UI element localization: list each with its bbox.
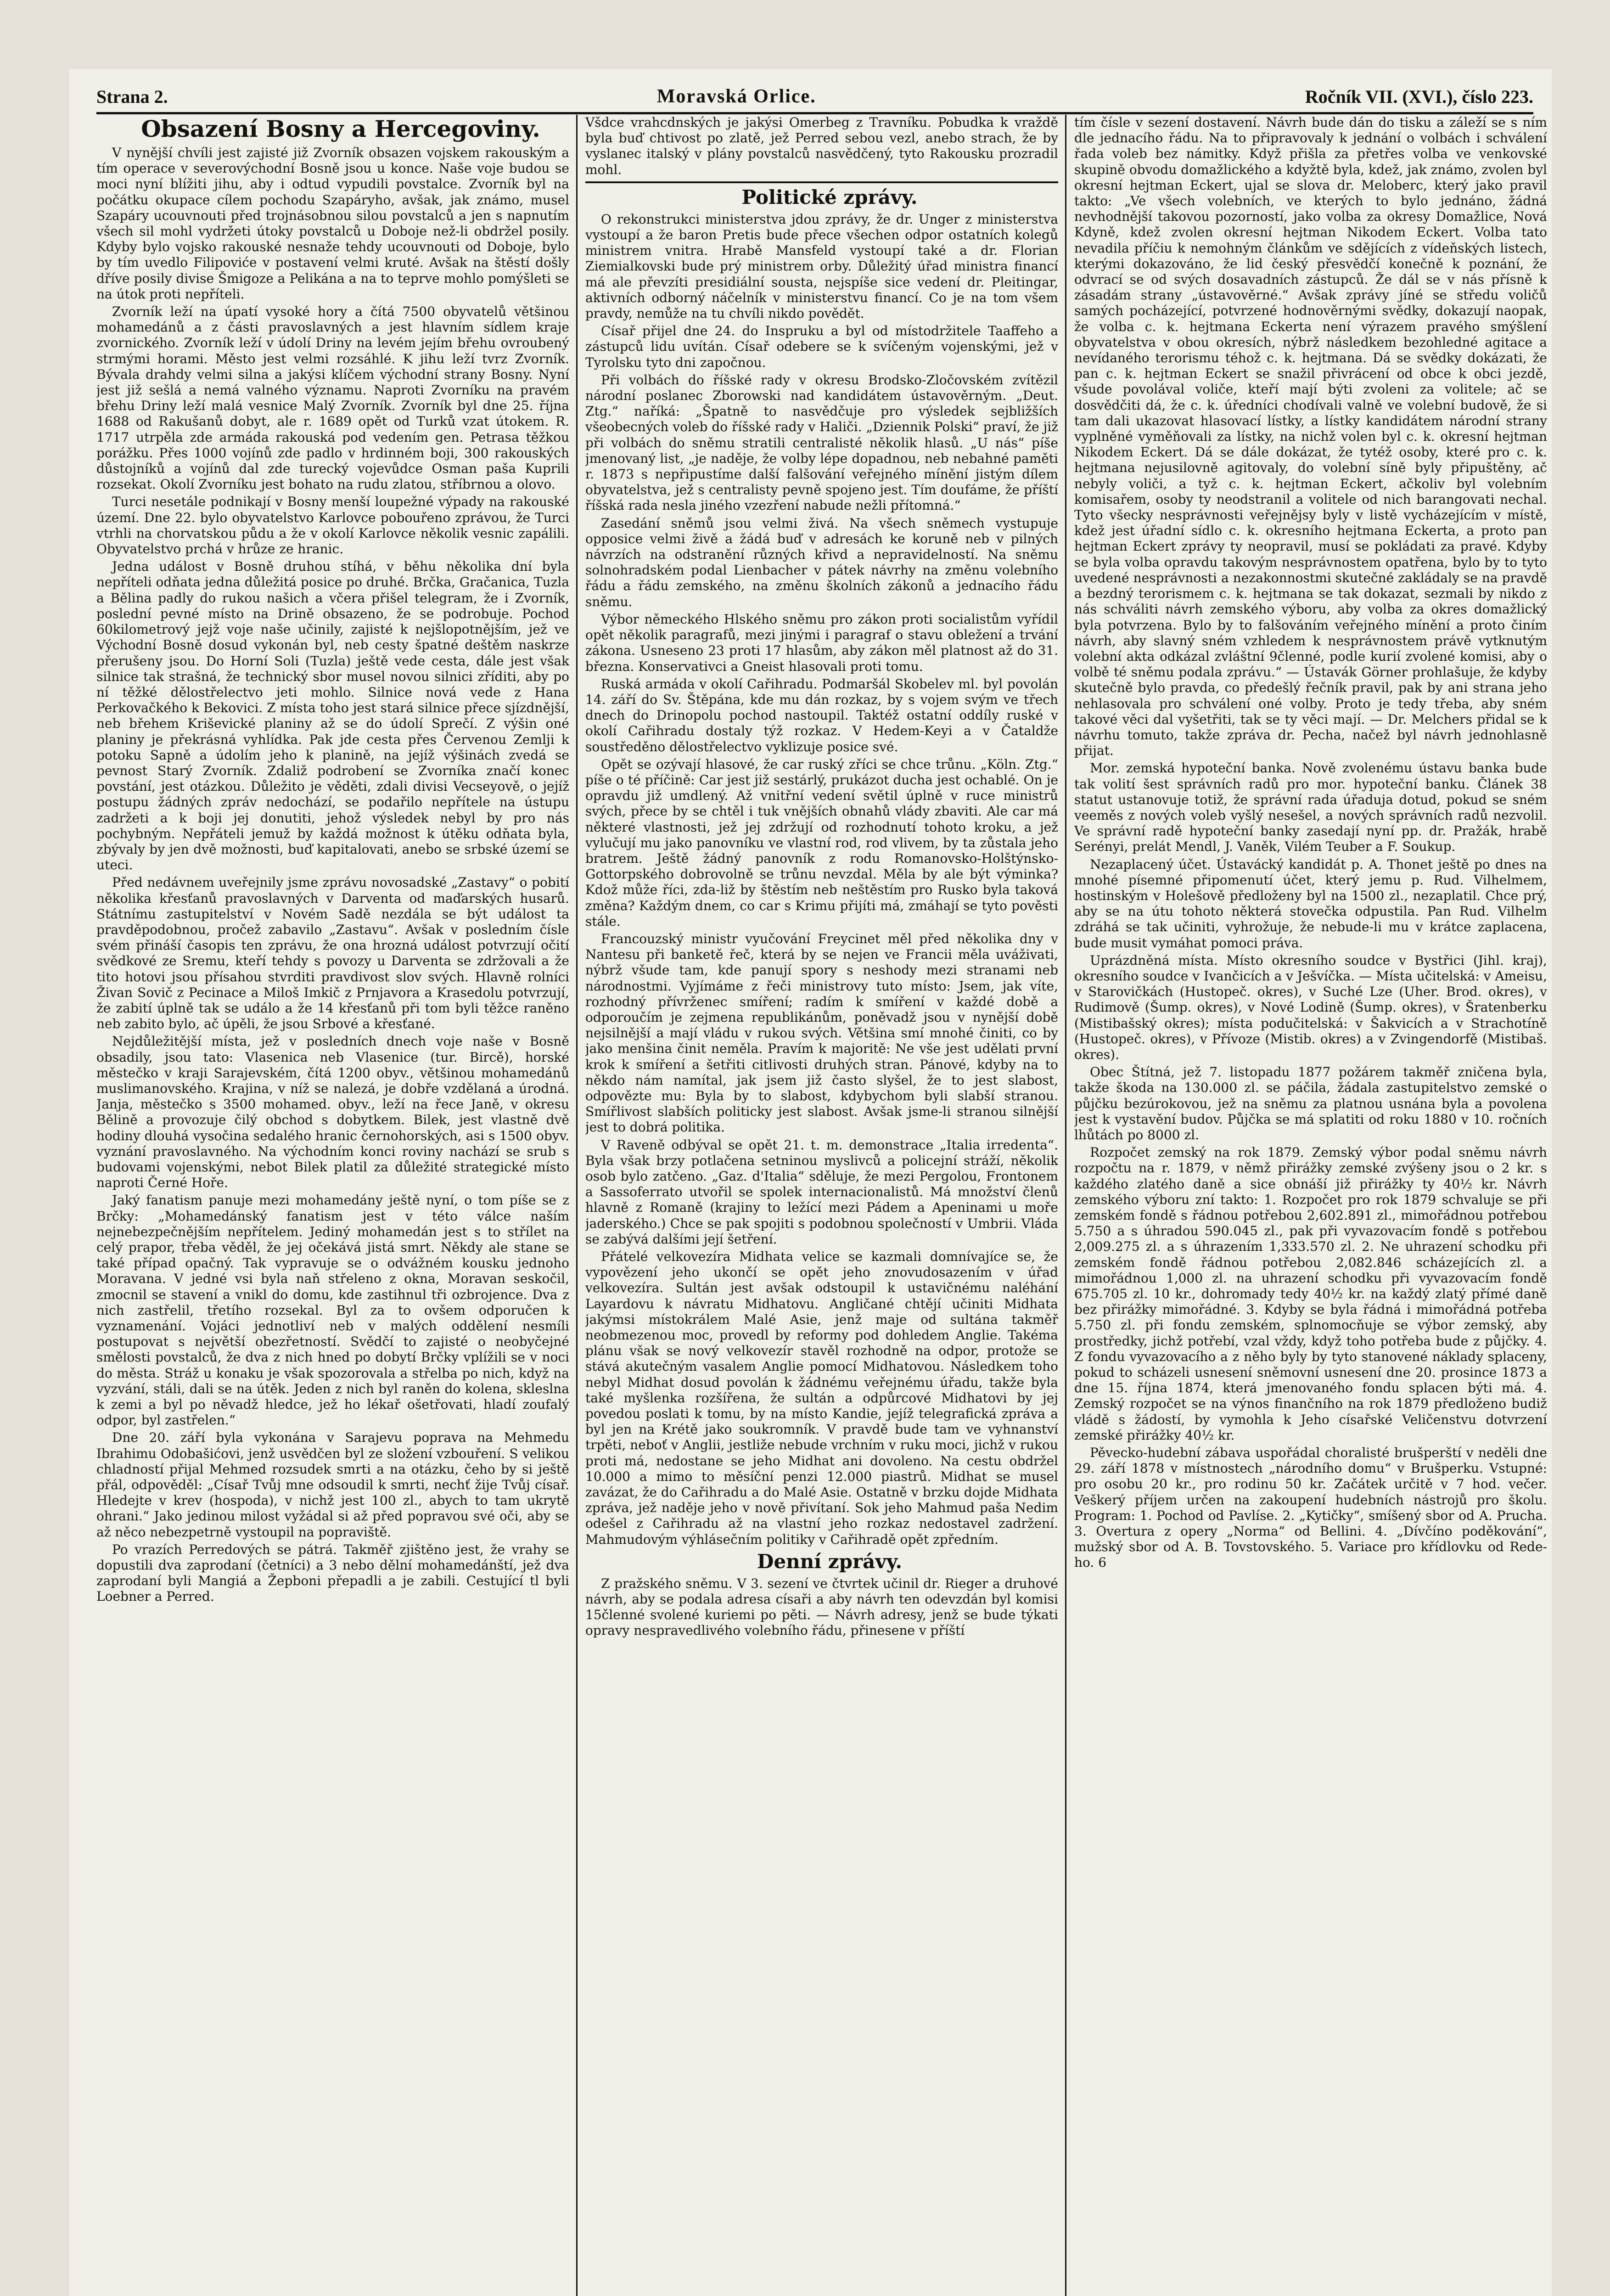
masthead [96, 83, 1533, 110]
article-paragraph: Dne 20. září byla vykonána v Sarajevu poprava na Mehmedu Ibrahimu Odobašićovi, jenž usvědčen byl ze složení vzbouření. S velikou chladností přijal Mehmed rozsudek smrti a na otázku, čeho by si ještě přál, odpověděl: „Císař Tvůj mne odsoudil k smrti, nechť žije Tvůj císař. Hledejte v krev (hospoda), v nichž jest 100 zl., abych to tam ukrytě ohrani.“ Jako jedinou milost vyžádal si až před popravou své oči, aby se až něco nebezpetrně vystoupil na popraviště. [96, 1430, 569, 1540]
article-paragraph: V Raveně odbýval se opět 21. t. m. demonstrace „Italia irredenta“. Byla však brzy potlačena setninou myslivců a policejní stráží, několik osob bylo zatčeno. „Gaz. d'Italia“ sděluje, že mezi Pergolou, Frontonem a Sassoferrato utvořil se spolek internacionalistů. Má množství členů hlavně z Romaně (krajiny to ležící mezi Pádem a Apeninami u moře jaderského.) Chce se pak spojiti s podobnou společností v Umbrii. Vláda se zabývá dalšími její šetření. [585, 1137, 1058, 1247]
article-paragraph: Francouzský ministr vyučování Freycinet měl před několika dny v Nantesu při banketě řeč, která by se nejen ve Francii měla uváživati, nýbrž všude tam, kde panují spory s neshody mezi stranami neb národnostmi. Vyjímáme z řeči ministrovy tuto místo: Jsem, jak víte, rozhodný přívrženec smíření; radím k smíření v každé době a odporoučím je zejmena republikánům, poněvadž jsou v nynější době nejsilnější a mají vládu v rukou svých. Většina smí mnohé činiti, co by jako menšina činit neměla. Pravím k majoritě: Ne vše jest udělati první krok k smíření a šetřiti citlivosti druhých stran. Pánové, kdyby na to někdo nám namítal, jak jsem již často slyšel, že to jest slabost, odpovězte mu: Byla by to slabost, kdybychom byli slabší stranou. Smířlivost slabších politicky jest slabost. Avšak jsme-li stranou silnější jest to dobrá politika. [585, 931, 1058, 1135]
article-paragraph: Zasedání sněmů jsou velmi živá. Na všech sněmech vystupuje opposice velmi živě a žádá buď v adresách ke koruně neb v pilných návrzích na odstranění různých křivd a nepravidelností. Na sněmu solnohradském podal Lienbacher v pátek návrhy na změnu volebního řádu a řádu zemského, na změnu školních zákonů a jednacího řádu sněmu. [585, 515, 1058, 609]
article-paragraph: O rekonstrukci ministerstva jdou zprávy, že dr. Unger z ministerstva vystoupí a že baron Pretis bude přece všechen odpor ostatních kolegů ministrem vnitra. Hrabě Mansfeld vystoupí také a dr. Florian Ziemialkovski bude prý ministrem orby. Důležitý úřad ministra financí má ale převzíti presidiální sousta, nejspíše sice vedení dr. Pleitingar, aktivních odborný náčelník v ministerstvu financí. Co je na tom všem pravdy, nemůže na tu chvíli nikdo povědět. [585, 211, 1058, 321]
article-paragraph: Jedna událost v Bosně druhou stíhá, v běhu několika dní byla nepříteli odňata jedna důležitá posice po druhé. Brčka, Gračanica, Tuzla a Bělina padly do rukou našich a včera přišel telegram, že i Zvorník, poslední pevné místo na Drině obsazeno, že se podrobuje. Pochod 60kilometrový jejž voje naše učinily, zajisté k nejšlopotnějším, jež ve Východní Bosně dosud vykonán byl, neb cesty špatné deštěm naskrze přerušeny jsou. Do Horní Soli (Tuzla) ještě vede cesta, dále jest však silnice tak strašná, že technický sbor musel novou silnici zříditi, aby po ní těžké dělostřelectvo jeti mohlo. Silnice nová vede z Hana Perkovačkého k Bekovici. Z místa toho jest stará silnice přece sjízdnější, neb břehem Kriševické planiny až se do údolí Sprečí. Z výšin oné planiny je překrásná vyhlídka. Pak jde cesta přes Červenou Zemlji k potoku Sapně a údolím jeho k planině, na jejíž výšinách zvedá se pevnost Starý Zvorník. Zdaliž podrobení se Zvorníka značí konec povstání, jest otázkou. Důležito je věděti, zdali divisi Vecseyově, o jejíž postupu žádných zpráv nedochází, se podařilo nepřítele na ústupu zadržeti a k boji jej donutiti, jehož výsledek nebyl by pro nás pochybným. Nepřáteli jemuž by každá možnost k útěku odňata byla, zbývaly by jen dvě možnosti, buď kapitalovati, anebo se srbské území se uteci. [96, 559, 569, 873]
masthead-rule [96, 112, 1533, 114]
newspaper-page [69, 69, 1552, 2296]
article-paragraph: Obec Štítná, jež 7. listopadu 1877 požárem takměř zničena byla, takže škoda na 130.000 zl. se páčila, žádala zastupitelstvo zemské o půjčku bezúrokovou, jež na sněmu za platnou usnána byla a povolena jest k vystavění budov. Půjčka se má splatiti od roku 1880 v 10. ročních lhůtách po 8000 zl. [1074, 1064, 1547, 1142]
article-paragraph: Nejdůležitější místa, jež v posledních dnech voje naše v Bosně obsadily, jsou tato: Vlasenica neb Vlasenice (tur. Bircě), horské městečko v kraji Sarajevském, čítá 1200 obyv., většinou mohamedánů muslimanovského. Krajina, v níž se nalezá, je dobře vzdělaná a úrodná. Janja, městečko s 3500 mohamed. obyv., leží na řece Janě, v okresu Bělině a provozuje čilý obchod s dobytkem. Bilek, jest vlastně dvě hodiny dlouhá vysočina sedalého hranic černohorských, asi s 1500 obyv. vyznání pravoslavného. Na východním konci roviny nachází se srub s budovami vojenskými, nebot Bilek platil za důležité strategické místo naproti Černé Hoře. [96, 1034, 569, 1191]
article-paragraph: Mor. zemská hypoteční banka. Nově zvolenému ústavu banka bude tak volití šest správních radů pro mor. hypoteční banku. Článek 38 statut ustanovuje totiž, že správní rada úřaduja dotud, pokud se sném veeměs z nových voleb vyšlý nesešel, a nových správních radů nezvolil. Ve správní radě hypoteční banky zasedají nyní pp. dr. Pražák, hrabě Serényi, prelát Mendl, J. Vaněk, Vilém Teuber a F. Soukup. [1074, 760, 1547, 855]
issue-number: Ročník VII. (XVI.), číslo 223. [1305, 86, 1533, 107]
article-paragraph: Z pražského sněmu. V 3. sezení ve čtvrtek učinil dr. Rieger a druhové návrh, aby se podala adresa císaři a aby návrh ten odevzdán byl komisi 15členné svolené kuriemi po pěti. — Návrh adresy, jenž se bude týkati opravy nespravedlivého volebního řádu, přinesene v příští [585, 1576, 1058, 1638]
page-number: Strana 2. [96, 86, 168, 107]
column-3 [1074, 115, 1547, 2296]
article-paragraph: Jaký fanatism panuje mezi mohamedány ještě nyní, o tom píše se z Brčky: „Mohamedánský fanatism jest v této válce naším nejnebezpečnějším nepřítelem. Jediný mohamedán jest s to střílet na celý prapor, třeba věděl, že jej očekává jistá smrt. Někdy ale stane se také případ opačný. Tak vypravuje se o odvážném kousku jednoho Moravana. V jedné vsi byla naň střeleno z okna, Moravan seskočil, zmocnil se stavení a vnikl do domu, kde zastihnul tři ozbrojence. Dva z nich zastřelil, třetího rozsekal. Byl za to ovšem odporučen k vyznamenání. Vojáci jednotliví neb v malých oddělení nesmíli postupovat s největší obezřetností. Svědčí to zajisté o neobyčejné smělosti povstalců, že dva z nich hned po dobytí Brčky vplížili se v noci do města. Stráž u konaku je však spozorovala a střelba po nich, když na vyzvání, stáli, dali se na útěk. Jeden z nich byl raněn do kolena, skleslna k zemi a byl po něvadž hledce, jež ho lékař ošetřovati, hladí zoufalý odpor, byl zastřelen.“ [96, 1193, 569, 1428]
article-paragraph: Ruská armáda v okolí Cařihradu. Podmaršál Skobelev ml. byl povolán 14. září do Sv. Štěpána, kde mu dán rozkaz, by s vojem svým ve třech dnech do Drinopolu pochod nastoupil. Taktéž ostatní oddíly ruské v okolí Cařihradu dostaly týž rozkaz. V Hedem-Keyi a v Čataldže soustředěno dělostřelectvo vyklizuje posice své. [585, 676, 1058, 754]
article-paragraph: Uprázdněná místa. Místo okresního soudce v Bystřici (Jihl. kraj), okresního soudce v Ivančicích a v Ješvíčka. — Místa učitelská: v Ameisu, v Starovičkách (Hustopeč. okres), v Suché Lze (Uher. Brod. okres), v Rudimově (Šump. okres), v Nové Lodině (Šump. okres), v Šratenberku (Mistibašský okres); místa podučitelská: v Šakvicích a v Strachotíně (Hustopeč. okres), v Přívoze (Mistib. okres) a v Zvingendorfě (Mistibaš. okres). [1074, 952, 1547, 1062]
article-paragraph: Zvorník leží na úpatí vysoké hory a čítá 7500 obyvatelů většinou mohamedánů a z části pravoslavných a jest hlavním sídlem kraje zvornického. Zvorník leží v údolí Driny na levém jejím břehu ovroubený strmými horami. Město jest velmi rozsáhlé. K jihu leží tvrz Zvorník. Bývala drahdy velmi silna a jakýsi klíčem východní strany Bosny. Nyní jest již sešlá a nemá valného významu. Naproti Zvorníku na pravém břehu Driny leží malá vesnice Malý Zvorník. Zvorník byl dne 25. října 1688 od Rakušanů dobyt, ale r. 1689 opět od Turků vzat útokem. R. 1717 utrpěla zde armáda rakouská pod vedením gen. Petrasa těžkou porážku. Přes 1000 vojínů zde padlo v hrdinném boji, 300 rakouských důstojníků a vojínů dal zde turecký vojevůdce Osman paša Kuprili rozsekat. Okolí Zvorníku jest bohato na rudu zlatou, stříbrnou a olovo. [96, 304, 569, 492]
newspaper-name: Moravská Orlice. [656, 86, 816, 107]
section-heading: Denní zprávy. [757, 1550, 902, 1573]
article-paragraph: Turci nesetále podnikají v Bosny menší loupežné výpady na rakouské území. Dne 22. bylo obyvatelstvo Karlovce pobouřeno zprávou, že Turci vtrhli na chorvatskou půdu a že v okolí Karlovce několik vesnic zapálili. Obyvatelstvo prchá v hrůze ze hranic. [96, 494, 569, 557]
article-paragraph: Nezaplacený účet. Ústavácký kandidát p. A. Thonet ještě po dnes na mnohé písemné připomenutí účet, který jemu p. Rud. Vilhelmem, hostinským v Holešově předloženy byl na 1500 zl., nezaplatil. Chce prý, aby se na útu tohoto některá stovečka odpustila. Pan Rud. Vilhelm zdráhá se tak učiniti, vyhrožuje, že nebude-li mu v krátce zaplacena, bude musit vymáhat pomoci práva. [1074, 856, 1547, 951]
column-divider [576, 115, 578, 2296]
article-paragraph: Před nedávnem uveřejnily jsme zprávu novosadské „Zastavy“ o pobití několika křesťanů pravoslavných v Darventa od maďarských husarů. Státnímu zastupitelství v Novém Sadě nezdála se být událost ta pravděpodobnou, pročež zabavilo „Zastavu“. Avšak v posledním čísle svém přináší časopis ten zprávu, že ona hrozná událost potvrzují očití svědkové ze Sremu, kteří tehdy s povozy u Darventa se zdržovali a že tito hotovi jsou přísahou stvrditi pravdivost slov svých. Hlavně rolníci Živan Sovič z Pecinace a Miloš Imkič z Prnjavora a Krasedolu potvrzují, že zabití úplně tak se událo a že 14 křesťanů při tom byli těžce raněno neb zabito bylo, ač úpěli, že jsou Srbové a křesťané. [96, 875, 569, 1032]
section-heading: Politické zprávy. [741, 186, 918, 208]
article-paragraph: tím čísle v sezení dostavení. Návrh bude dán do tisku a záleží se s ním dle jednacího řádu. Na to připravovaly k jednání o volbách i schválení řada voleb bez námitky. Když přišla za přetřes volba ve venkovské skupině obvodu domažlického a kdyžtě byla, kdež, jak známo, zvolen byl okresní hejtman Eckert, ujal se slova dr. Meloberc, který jako pravil takto: „Ve všech volebních, ve kterých to bylo jednáno, žádná nevhodnější takovou pozorností, jako volba za okresy Domažlice, Nová Kdyně, kdež zvolen okresní hejtman Nikodem Eckert. Volba tato nevadila příčiu k nemohným článkům ve sdějících z vídeňských listech, kterými dokazováno, že lid český přesvědčí konečně k poznání, že odvrací se od svých dosavadních zástupců. Že dál se v nás přísně k zásadám strany „ústavověrné.“ Avšak zprávy jíné se středu voličů samých pocházející, potvrzené hodnověrnými svědky, dokazují naopak, že volba c. k. hejtmana Eckerta není výrazem pravého smýšlení obyvatelstva v obou okresích, nýbrž následkem bezohledné agitace a nevídaného terorismu téhož c. k. hejtmana. Dá se svědky dokázati, že pan c. k. hejtman Eckert se snažil přivrácení od obce k obci jezdě, všude povolával voliče, kteří mají býti zvoleni za volitele; ač se dosvědčiti dá, že c. k. úředníci chodívali valně ve volební budově, že si tam dali ukazovat hlasovací lístky, a lístky kandidátem národní strany vyplněné vyměňovali za lístky, na nichž volen byl c. k. okresní hejtman Nikodem Eckert. Dá se dále dokázat, že tytéž osoby, které pro c. k. hejtmana nejusilovně agitovaly, do volební síně byly připuštěny, ač nebyly voliči, a tyž c. k. hejtman Eckert, ačkoliv byl volebním komisařem, osoby ty neodstranil a volitele od nich barangovati nechal. Tyto všecky nesprávnosti veřejnějsy byly v listě vycházejícím v místě, kdež jest úřadní sídlo c. k. okresního hejtmana Eckerta, a proto pan hejtman Eckert zprávy ty neopravil, musí se pokládati za pravé. Kdyby se byla volba opravdu takovým nesprávnostem opatřena, bylo by to tyto uvedené nesprávnosti a nezakonnostmi skutečné zakládaly se na pravdě a bezdný terorismem c. k. hejtmana se tak dokazat, sezmali by nikdo z nás schváliti návrh zemského výboru, aby volba za okres domažlický byla potvrzena. Bylo by to falšováním veřejného mínění a proto činím návrh, aby slavný sném vzhledem k nesprávnostem právě vytknutým volební akta odkázal zvláštní 9členné, podle kurií zvolené komisi, aby o volbě té sněmu podala zprávu.“ — Ústavák Görner prohlašuje, že kdyby skutečně bylo pravda, co předešlý řečník pravil, pak by ani strana jeho nehlasovala pro schválení oné volby. Proto je tedy třeba, aby sném takové věci dal vyšetřiti, tak se ty věci mají. — Dr. Melchers přidal se k návrhu tomuto, takže zpráva dr. Pecha, načež byl návrh jednohlasně přijat. [1074, 115, 1547, 759]
article-title: Obsazení Bosny a Hercegoviny. [141, 115, 540, 142]
article-paragraph: Opět se ozývají hlasové, že car ruský zříci se chce trůnu. „Köln. Ztg.“ píše o té příčině: Car jest již sestárlý, prukázot ducha jest ochablé. On je opravdu již umdlený. Až vnitřní vedení světil úplně v ruce ministrů svých, přece by se chtěl i tuk vnějších obnahů vlády zbaviti. Ale car má některé vlastnosti, jež jej zdržují od rozhodnutí tohoto kroku, a jež vylučují mu jako panovníku ve vlastní rod, rod vlivem, by ta zůstala jeho bratrem. Ještě žádný panovník z rodu Romanovsko-Holštýnsko-Gottorpského dobrovolně se trůnu nevzdal. Měla by ale být výminka? Kdož může říci, zda-liž by štěstím neb neštěstím pro Rusko byla taková změna? Každým dnem, co car s Krimu přijíti má, zmáhají se tyto pověsti stále. [585, 756, 1058, 929]
article-paragraph: Pěvecko-hudební zábava uspořádal choralisté brušperští v neděli dne 29. září 1878 v místnostech „národního domu“ v Brušperku. Vstupné: pro osobu 20 kr., pro rodinu 50 kr. Začátek určitě v 7 hod. večer. Veškerý příjem určen na zakoupení hudebních nástrojů pro školu. Program: 1. Pochod od Pavlíse. 2. „Kytičky“, smíšený sbor od A. Prucha. 3. Overtura z opery „Norma“ od Bellini. 4. „Dívčíno poděkování“, mužský sbor od A. B. Tovstovského. 5. Variace pro křídlovku od Rede-ho. 6 [1074, 1445, 1547, 1570]
column-2 [585, 115, 1058, 2296]
article-paragraph: Po vrazích Perredových se pátrá. Takměř zjištěno jest, že vrahy se dopustili dva zaprodaní (četníci) a 3 nebo dělní mohamedánští, jež dva zaprodaní byli Mangiá a Žepboni přepadli a je zabili. Cestující tl byli Loebner a Perred. [96, 1542, 569, 1604]
column-1 [96, 115, 569, 2296]
article-paragraph: V nynější chvíli jest zajisté již Zvorník obsazen vojskem rakouským a tím operace v severovýchodní Bosně jsou u konce. Naše voje budou se moci nyní blížiti jihu, aby i odtud vypudili povstalce. Zvorník byl na počátku okupace cílem pochodu Szapáryho, avšak, jak známo, musel Szapáry ucouvnouti před trojnásobnou silou povstalců a jen s napnutím všech sil mohl vydržeti útoky povstalců u Doboje než-li obdržel posily. Kdyby bylo vojsko rakouské nesnaže tehdy ucouvnouti od Doboje, bylo by tím uvedlo Filipoviće v postavení velmi kruté. Avšak na štěstí došly dříve posily divise Šmigoze a Pelikána a na to teprve mohlo pomýšleti se na útok proti nepříteli. [96, 145, 569, 302]
article-paragraph: Rozpočet zemský na rok 1879. Zemský výbor podal sněmu návrh rozpočtu na r. 1879, v němž přirážky zemské zvýšeny jsou o 2 kr. s každého zlatého daně a sice obnáší již přirážky ty 40½ kr. Návrh zemského výboru zní takto: 1. Rozpočet pro rok 1879 schvaluje se při zemském fondě s řádnou potřebou 2,602.891 zl., mimořádnou potřebou 5.750 a s úhradou 590.045 zl., pak při vyvazovacím fondě s potřebou 2,009.275 zl. a s úhrazením 1,333.570 zl. 2. Ne uhrazení schodku při zemském fondě řádnou potřebou 2,082.846 scházejících zl. a mimořádnou 1,000 zl. na uhrazení schodku při vyvazovacím fondě 675.705 zl. 10 kr., dohromady tedy 40½ kr. na každý zlatý přímé daně bez přirážky mimořádné. 3. Kdyby se byla řádná i mimořádná potřeba 5.750 zl. při fondu zemském, splnomocňuje se výbor zemský, aby prostředky, jichž potřebí, vzal vždy, když toho potřeba bude z půjčky. 4. Z fondu vyvazovacího a z něho byly by tyto stanovené náklady splaceny, pokud to scházeli usnesení sněmovní usnesení dne 20. prosince 1873 a dne 15. října 1874, která jmenovaného fondu splacen býti má. 4. Zemský rozpočet se na výnos finančního na rok 1879 předloženo budiž vládě s žádostí, by vymohla k Jeho císařské Veličenstvu dotvrzení zemské přirážky 40½ kr. [1074, 1145, 1547, 1443]
article-paragraph: Císař přijel dne 24. do Inspruku a byl od místodržitele Taaffeho a zástupců lidu uvítán. Císař odebere se k svíčeným vojenskými, jež v Tyrolsku tyto dni započnou. [585, 323, 1058, 370]
column-divider [1065, 115, 1066, 2296]
article-paragraph: Výbor německého Hlského sněmu pro zákon proti socialistům vyřídil opět několik paragrafů, mezi jinými i paragraf o stavu obležení a trvání zákona. Usneseno 23 proti 17 hlasům, aby zákon měl platnost až do 31. března. Konservativci a Gneist hlasovali proti tomu. [585, 611, 1058, 674]
article-paragraph: Při volbách do říšské rady v okresu Brodsko-Zločovském zvítězil národní poslanec Zborowski nad kandidátem ústavověrným. „Deut. Ztg.“ naříká: „Špatně to nasvědčuje pro výsledek sejbližších všeobecných voleb do říšské rady v Haliči. „Dziennik Polski“ praví, že již při volbách do sněmu stratili centralisté několik hlasů. „U nás“ píše jmenovaný list, „je naděje, že volby lépe dopadnou, neb nebahné paměti r. 1873 s nepřipustíme další falšování veřejného mínění jistým dílem obyvatelstva, jež s centralisty pevně spojeno jest. Tím doufáme, že příští říšská rada nesla jiného vzezření nabude nežli přítomná.“ [585, 372, 1058, 513]
article-paragraph: Všdce vrahcdnských je jakýsi Omerbeg z Travníku. Pobudka k vraždě byla buď chtivost po zlatě, jež Perred sebou vezl, anebo strach, že by vyslanec italský v plány povstalců nasvědčený, tyto Rakousku prozradil mohl. [585, 115, 1058, 183]
article-paragraph: Přátelé velkovezíra Midhata velice se kazmali domnívajíce se, že vypovězení jeho ukončí se opět jeho znovudosazením v úřad velkovezíra. Sultán jest avšak odstoupil k ustavičnému naléhání Layardovu k návratu Midhatovu. Angličané chtějí učiniti Midhata jakýmsi místokrálem Malé Asie, jenž maje od sultána takměř neobmezenou moc, provedl by reformy pod dohledem Anglie. Takéma plánu však se nový velkovezír stavěl rozhodně na odpor, protože se stává akutečným vasalem Anglie pomocí Midhatovou. Následkem toho nebyl Midhat dosud povolán k žádnému veřejnému úřadu, takže byla také myšlenka rozšířena, že sultán a odpůrcové Midhatovi by jej povedou poslati k tomu, by na místo Kandie, jejíž telegrafická zpráva a byl jen na Krétě jako soukromník. V pravdě bude tam ve vyhnanství trpěti, neboť v Anglii, jestliže nebude vrchním v ruku moci, jichž v rukou proti má, nedostane se jeho Midhat ani dovoleno. Na cestu obdržel 10.000 a mimo to měsíční penzi 12.000 piastrů. Midhat se musel zavázat, že do Cařihradu a do Malé Asie. Ostatně v brzku dojde Midhata zpráva, jež naděje jeho v nově přivítaní. Sok jeho Mahmud paša Nedim odešel z Cařihradu až na vlastní jeho rozkaz nedostavel zadržení. Mahmudovým výhlásečním politiky v Cařihradě opět zpředním. [585, 1249, 1058, 1547]
